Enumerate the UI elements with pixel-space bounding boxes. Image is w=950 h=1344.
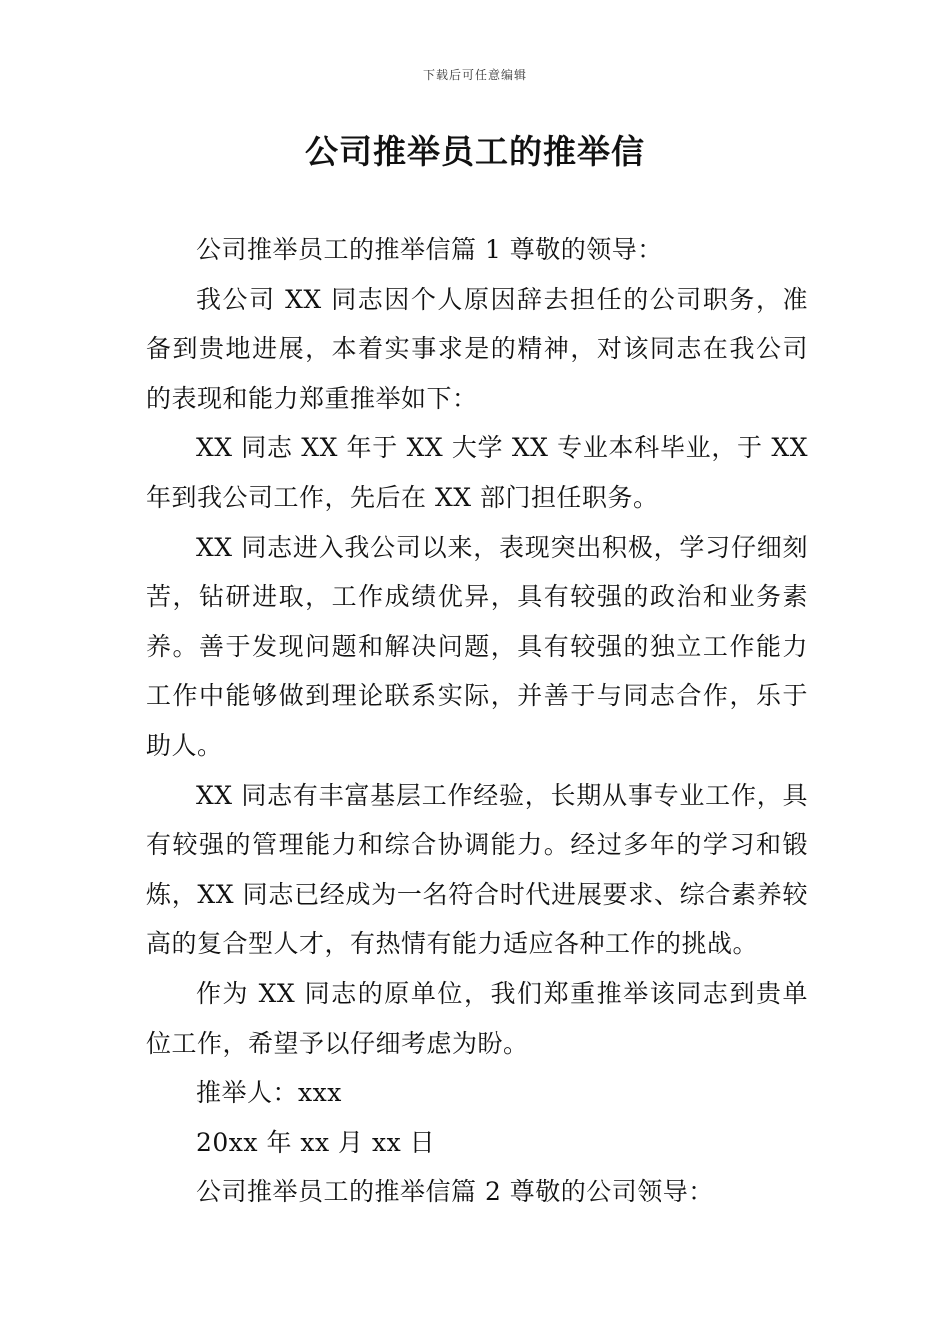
paragraph-salutation-2: 公司推举员工的推举信篇 2 尊敬的公司领导：: [196, 1177, 714, 1207]
paragraph-experience: XX 同志有丰富基层工作经验，长期从事专业工作，具有较强的管理能力和综合协调能力。经过多年的学习和锻炼，XX 同志已经成为一名符合时代进展要求、综合素养较高的复合型人才，有热情有能力适应各种工作的挑战。: [146, 780, 808, 959]
document-body: [146, 225, 808, 1217]
header-note: 下载后可任意编辑: [422, 68, 527, 82]
paragraph-date: 20xx 年 xx 月 xx 日: [196, 1127, 436, 1157]
paragraph-intro: 我公司 XX 同志因个人原因辞去担任的公司职务，准备到贵地进展，本着实事求是的精神，对该同志在我公司的表现和能力郑重推举如下：: [146, 284, 808, 413]
paragraph-performance: XX 同志进入我公司以来，表现突出积极，学习仔细刻苦，钻研进取，工作成绩优异，具有较强的政治和业务素养。善于发现问题和解决问题，具有较强的独立工作能力工作中能够做到理论联系实际，并善于与同志合作，乐于助人。: [146, 532, 808, 760]
paragraph-salutation-1: 公司推举员工的推举信篇 1 尊敬的领导：: [196, 235, 663, 264]
document-title: 公司推举员工的推举信: [305, 132, 645, 171]
paragraph-education: XX 同志 XX 年于 XX 大学 XX 专业本科毕业，于 XX 年到我公司工作，先后在 XX 部门担任职务。: [146, 433, 808, 512]
paragraph-signer: 推举人：xxx: [196, 1078, 342, 1108]
paragraph-recommendation: 作为 XX 同志的原单位，我们郑重推举该同志到贵单位工作，希望予以仔细考虑为盼。: [146, 978, 808, 1058]
